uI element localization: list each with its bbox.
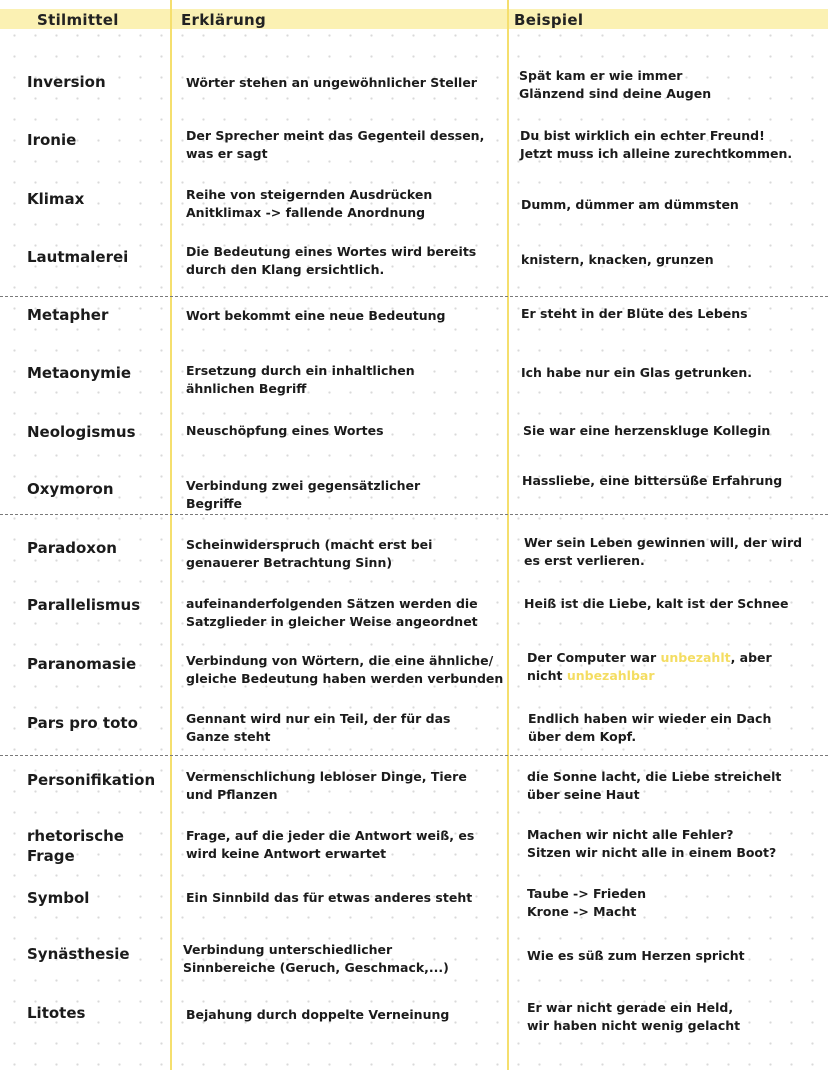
example-neologismus: Sie war eine herzenskluge Kollegin [523,423,771,438]
term-paradoxon: Paradoxon [27,539,117,557]
explanation-ironie: Der Sprecher meint das Gegenteil dessen, was er sagt [186,128,485,161]
example-metaonymie: Ich habe nur ein Glas getrunken. [521,365,752,380]
group-divider [0,296,828,297]
explanation-rhetorische-frage: Frage, auf die jeder die Antwort weiß, es wird keine Antwort erwartet [186,828,475,861]
term-oxymoron: Oxymoron [27,480,114,498]
explanation-personifikation: Vermenschlichung lebloser Dinge, Tiere und Pflanzen [186,769,467,802]
term-synaesthesie: Synästhesie [27,945,130,963]
column-divider-1 [170,0,172,1070]
term-lautmalerei: Lautmalerei [27,248,129,266]
term-symbol: Symbol [27,889,90,907]
explanation-lautmalerei: Die Bedeutung eines Wortes wird bereits durch den Klang ersichtlich. [186,244,477,277]
example-symbol: Taube -> Frieden Krone -> Macht [527,886,647,919]
group-divider [0,755,828,756]
explanation-litotes: Bejahung durch doppelte Verneinung [186,1007,450,1022]
explanation-metaonymie: Ersetzung durch ein inhaltlichen ähnlichen Begriff [186,363,415,396]
term-ironie: Ironie [27,131,77,149]
example-rhetorische-frage: Machen wir nicht alle Fehler? Sitzen wir nicht alle in einem Boot? [527,827,777,860]
example-ironie: Du bist wirklich ein echter Freund! Jetzt muss ich alleine zurechtkommen. [520,128,793,161]
header-stilmittel: Stilmittel [37,11,119,29]
example-parallelismus: Heiß ist die Liebe, kalt ist der Schnee [524,596,789,611]
explanation-paranomasie: Verbindung von Wörtern, die eine ähnliche/ gleiche Bedeutung haben werden verbunden [186,653,504,686]
explanation-metapher: Wort bekommt eine neue Bedeutung [186,308,446,323]
header-band [0,9,828,29]
example-metapher: Er steht in der Blüte des Lebens [521,306,748,321]
example-synaesthesie: Wie es süß zum Herzen spricht [527,948,745,963]
explanation-oxymoron: Verbindung zwei gegensätzlicher Begriffe [186,478,421,511]
term-litotes: Litotes [27,1004,86,1022]
term-paranomasie: Paranomasie [27,655,137,673]
example-paranomasie: Der Computer war unbezahlt, aber nicht unbezahlbar [527,650,772,683]
term-inversion: Inversion [27,73,106,91]
example-paradoxon: Wer sein Leben gewinnen will, der wird es erst verlieren. [524,535,803,568]
example-oxymoron: Hassliebe, eine bittersüße Erfahrung [522,473,783,488]
highlighted-word: unbezahlbar [566,667,655,683]
column-divider-2 [507,0,509,1070]
example-klimax: Dumm, dümmer am dümmsten [521,197,739,212]
example-litotes: Er war nicht gerade ein Held, wir haben nicht wenig gelacht [527,1000,741,1033]
header-erklaerung: Erklärung [181,11,267,29]
header-beispiel: Beispiel [514,11,584,29]
term-metapher: Metapher [27,306,109,324]
explanation-paradoxon: Scheinwiderspruch (macht erst bei genauerer Betrachtung Sinn) [186,537,433,570]
explanation-klimax: Reihe von steigernden Ausdrücken Anitklimax -> fallende Anordnung [186,187,433,220]
example-personifikation: die Sonne lacht, die Liebe streichelt über seine Haut [527,769,782,802]
explanation-inversion: Wörter stehen an ungewöhnlicher Steller [186,75,477,90]
example-inversion: Spät kam er wie immer Glänzend sind deine Augen [519,68,712,101]
example-pars-pro-toto: Endlich haben wir wieder ein Dach über dem Kopf. [528,711,772,744]
term-metaonymie: Metaonymie [27,364,132,382]
explanation-symbol: Ein Sinnbild das für etwas anderes steht [186,890,473,905]
explanation-synaesthesie: Verbindung unterschiedlicher Sinnbereiche (Geruch, Geschmack,...) [183,942,449,975]
term-personifikation: Personifikation [27,771,156,789]
example-lautmalerei: knistern, knacken, grunzen [521,252,714,267]
highlighted-word: unbezahlt [660,650,731,665]
group-divider [0,514,828,515]
term-rhetorische-frage: rhetorische Frage [27,827,124,865]
explanation-pars-pro-toto: Gennant wird nur ein Teil, der für das Ganze steht [186,711,451,744]
term-neologismus: Neologismus [27,423,136,441]
term-klimax: Klimax [27,190,85,208]
term-pars-pro-toto: Pars pro toto [27,714,138,732]
explanation-parallelismus: aufeinanderfolgenden Sätzen werden die Satzglieder in gleicher Weise angeordnet [186,596,478,629]
explanation-neologismus: Neuschöpfung eines Wortes [186,423,384,438]
term-parallelismus: Parallelismus [27,596,141,614]
